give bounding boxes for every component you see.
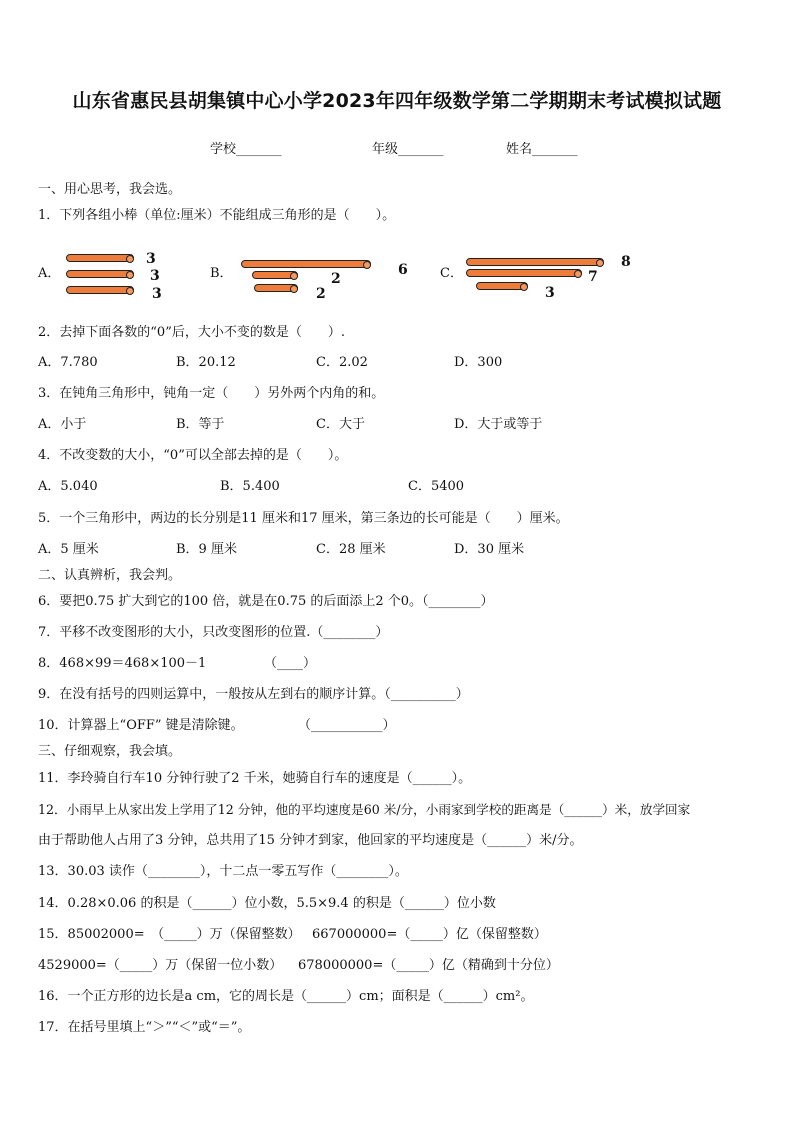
stick-a3-length: 3	[152, 286, 162, 302]
q1-option-b-label: B．	[210, 266, 233, 281]
q1-option-c-label: C．	[440, 266, 463, 281]
q4-option-c: C．5400	[408, 479, 465, 494]
stick-b1	[241, 260, 371, 268]
question-8-blank: （____）	[264, 656, 317, 671]
q4-option-b: B．5.400	[220, 479, 280, 494]
q3-option-d: D．大于或等于	[454, 417, 543, 432]
question-11: 11．李玲骑自行车10 分钟行驶了2 千米，她骑自行车的速度是（______）。	[38, 771, 472, 786]
q5-option-d: D．30 厘米	[454, 542, 525, 557]
question-13: 13．30.03 读作（________），十二点一零五写作（________）。	[38, 864, 408, 879]
question-2: 2．去掉下面各数的“0”后，大小不变的数是（ ）.	[38, 325, 345, 340]
question-9: 9．在没有括号的四则运算中，一般按从左到右的顺序计算。（__________）	[38, 687, 469, 702]
q2-option-b: B．20.12	[176, 355, 236, 370]
stick-a2	[66, 270, 134, 278]
q3-option-c: C．大于	[316, 417, 365, 432]
question-1: 1．下列各组小棒（单位:厘米）不能组成三角形的是（ ）。	[38, 208, 396, 223]
question-15-part-3: 4529000=（_____）万（保留一位小数）	[38, 958, 283, 973]
question-10-blank: （___________）	[298, 718, 396, 733]
stick-b1-length: 6	[398, 262, 408, 278]
stick-c3	[476, 282, 528, 290]
question-3: 3．在钝角三角形中，钝角一定（ ）另外两个内角的和。	[38, 386, 385, 401]
question-5: 5．一个三角形中，两边的长分别是11 厘米和17 厘米，第三条边的长可能是（ ）厘米。	[38, 511, 569, 526]
page-title: 山东省惠民县胡集镇中心小学2023年四年级数学第二学期期末考试模拟试题	[72, 90, 722, 112]
stick-c3-length: 3	[545, 285, 555, 301]
stick-c1	[466, 258, 604, 266]
stick-a1-length: 3	[146, 251, 156, 267]
question-4: 4．不改变数的大小，“0”可以全部去掉的是（ ）。	[38, 448, 348, 463]
question-8: 8．468×99＝468×100－1	[38, 656, 207, 671]
stick-a3	[66, 286, 134, 294]
question-16: 16．一个正方形的边长是a cm，它的周长是（______）cm；面积是（______）cm²。	[38, 989, 534, 1004]
question-15-part-1: 15．85002000= （_____）万（保留整数）	[38, 927, 301, 942]
question-15-part-4: 678000000=（_____）亿（精确到十分位）	[298, 958, 559, 973]
question-17: 17．在括号里填上“＞”“＜”或“＝”。	[38, 1020, 251, 1035]
q4-option-a: A．5.040	[38, 479, 98, 494]
school-field: 学校_______	[210, 142, 282, 157]
q3-option-b: B．等于	[176, 417, 225, 432]
section-1-heading: 一、用心思考，我会选。	[38, 182, 182, 197]
q1-option-a-label: A．	[38, 266, 61, 281]
question-6: 6．要把0.75 扩大到它的100 倍，就是在0.75 的后面添上2 个0。（________）	[38, 594, 494, 609]
q2-option-d: D．300	[454, 355, 503, 370]
stick-c1-length: 8	[621, 254, 631, 270]
stick-a1	[66, 254, 134, 262]
name-field: 姓名_______	[506, 142, 578, 157]
question-15-part-2: 667000000=（_____）亿（保留整数）	[312, 927, 547, 942]
q5-option-a: A．5 厘米	[38, 542, 99, 557]
question-12-line-1: 12．小雨早上从家出发上学用了12 分钟，他的平均速度是60 米/分，小雨家到学校的距离是（______）米，放学回家	[38, 802, 691, 817]
section-2-heading: 二、认真辨析，我会判。	[38, 568, 182, 583]
stick-b3	[254, 284, 298, 292]
grade-field: 年级_______	[372, 142, 444, 157]
q3-option-a: A．小于	[38, 417, 87, 432]
stick-c2-length: 7	[588, 269, 598, 285]
question-14: 14．0.28×0.06 的积是（______）位小数，5.5×9.4 的积是（______）位小数	[38, 896, 496, 911]
question-10: 10．计算器上“OFF” 键是清除键。	[38, 718, 244, 733]
q2-option-a: A．7.780	[38, 355, 98, 370]
question-12-line-2: 由于帮助他人占用了3 分钟，总共用了15 分钟才到家，他回家的平均速度是（______）米/分。	[38, 833, 583, 848]
q5-option-b: B．9 厘米	[176, 542, 237, 557]
stick-b3-length: 2	[316, 286, 326, 302]
stick-b2	[252, 271, 298, 279]
question-7: 7．平移不改变图形的大小，只改变图形的位置.（________）	[38, 625, 389, 640]
q5-option-c: C．28 厘米	[316, 542, 386, 557]
stick-c2	[466, 269, 582, 277]
stick-b2-length: 2	[331, 271, 341, 287]
section-3-heading: 三、仔细观察，我会填。	[38, 744, 182, 759]
q2-option-c: C．2.02	[316, 355, 368, 370]
stick-a2-length: 3	[150, 268, 160, 284]
